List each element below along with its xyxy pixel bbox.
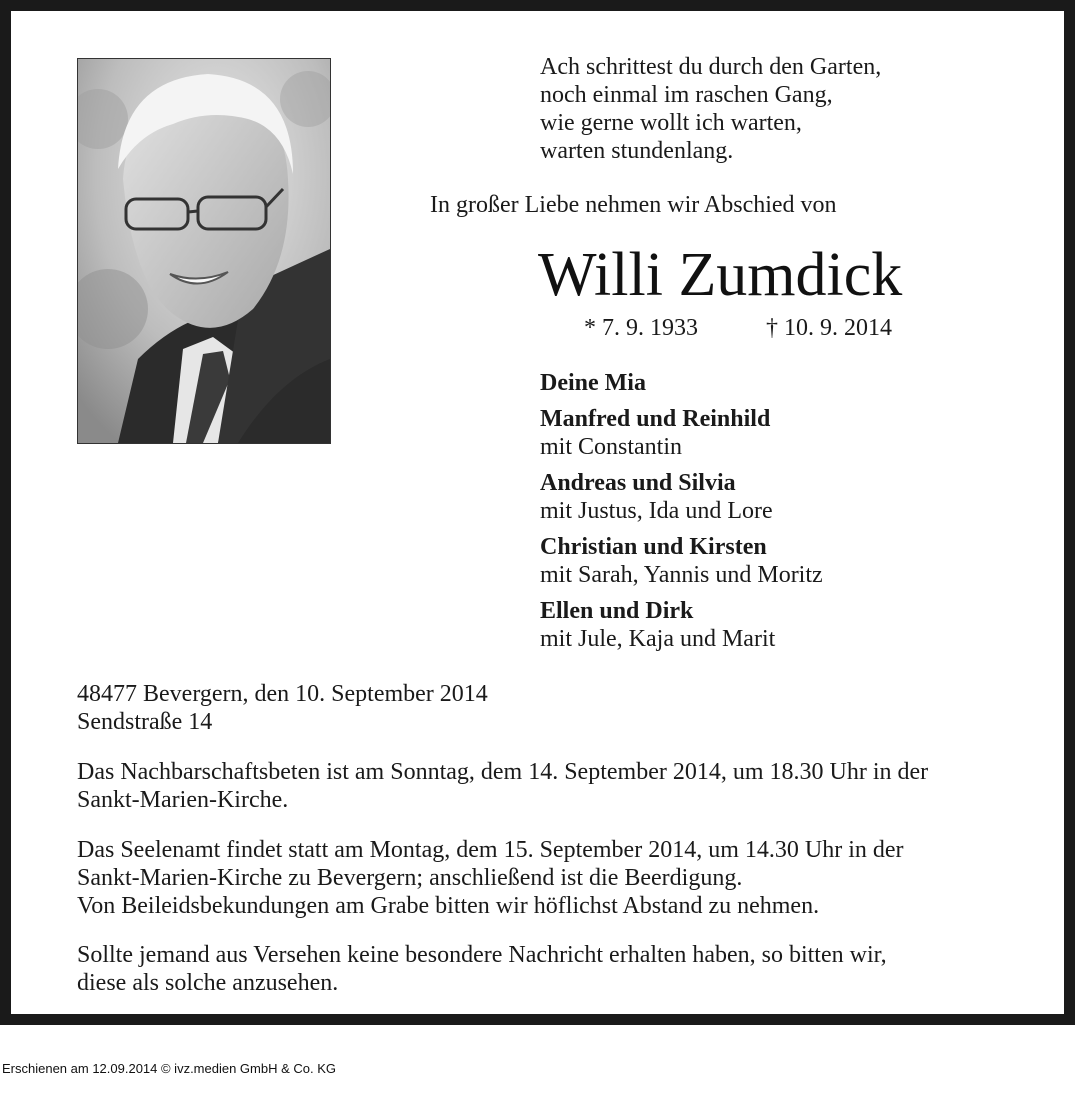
paragraph-line: Von Beileidsbekundungen am Grabe bitten wir höflichst Abstand zu nehmen. <box>77 893 820 919</box>
paragraph-line: Sankt-Marien-Kirche zu Bevergern; anschließend ist die Beerdigung. <box>77 865 743 891</box>
family-list <box>540 369 823 661</box>
portrait-photo <box>77 58 331 444</box>
family-member <box>540 533 823 589</box>
paragraph-line: Sollte jemand aus Versehen keine besondere Nachricht erhalten haben, so bitten wir, <box>77 942 887 968</box>
family-member-name: Manfred und Reinhild <box>540 406 771 432</box>
death-date: † 10. 9. 2014 <box>766 315 892 341</box>
poem-line: wie gerne wollt ich warten, <box>540 110 802 136</box>
family-member-children: mit Justus, Ida und Lore <box>540 498 773 524</box>
publication-footer: Erschienen am 12.09.2014 © ivz.medien GmbH & Co. KG <box>2 1061 337 1076</box>
family-member <box>540 405 823 461</box>
family-member-name: Ellen und Dirk <box>540 598 694 624</box>
family-member-children: mit Constantin <box>540 434 683 460</box>
poem-line: Ach schrittest du durch den Garten, <box>540 54 882 80</box>
family-member-name: Christian und Kirsten <box>540 534 767 560</box>
paragraph-line: diese als solche anzusehen. <box>77 970 339 996</box>
family-member-children: mit Jule, Kaja und Marit <box>540 626 776 652</box>
paragraph-line: Das Seelenamt findet statt am Montag, dem 15. September 2014, um 14.30 Uhr in der <box>77 837 904 863</box>
family-member <box>540 369 823 397</box>
prayer-notice <box>77 758 1020 814</box>
family-member <box>540 597 823 653</box>
family-member <box>540 469 823 525</box>
poem-line: warten stundenlang. <box>540 138 734 164</box>
paragraph-line: Das Nachbarschaftsbeten ist am Sonntag, dem 14. September 2014, um 18.30 Uhr in der <box>77 759 929 785</box>
birth-date: * 7. 9. 1933 <box>584 315 698 341</box>
address-block <box>77 680 488 736</box>
poem-line: noch einmal im raschen Gang, <box>540 82 833 108</box>
family-member-name: Andreas und Silvia <box>540 470 736 496</box>
poem <box>540 53 881 165</box>
address-date-line: 48477 Bevergern, den 10. September 2014 <box>77 681 488 707</box>
deceased-name: Willi Zumdick <box>538 241 903 309</box>
funeral-notice <box>77 836 1020 920</box>
family-member-children: mit Sarah, Yannis und Moritz <box>540 562 823 588</box>
family-member-name: Deine Mia <box>540 370 646 396</box>
address-street-line: Sendstraße 14 <box>77 709 213 735</box>
notification-notice <box>77 941 1020 997</box>
farewell-intro: In großer Liebe nehmen wir Abschied von <box>430 192 837 218</box>
paragraph-line: Sankt-Marien-Kirche. <box>77 787 289 813</box>
portrait-illustration <box>78 59 330 443</box>
